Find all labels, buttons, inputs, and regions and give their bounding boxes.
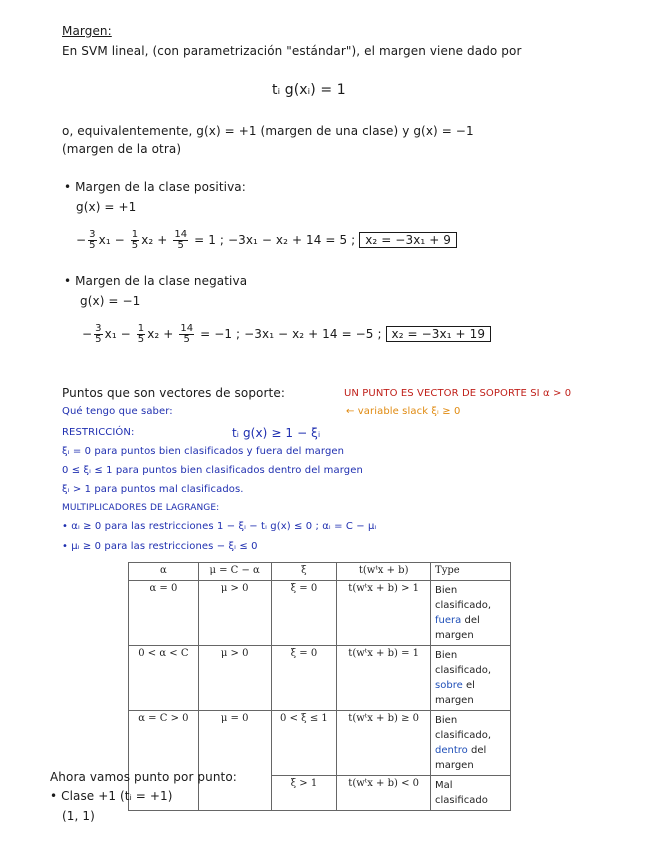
support-vector-note: UN PUNTO ES VECTOR DE SOPORTE SI α > 0 xyxy=(344,388,572,399)
equivalence-line-1: o, equivalentemente, g(x) = +1 (margen de una clase) y g(x) = −1 xyxy=(62,124,474,138)
header-mu: μ = C − α xyxy=(198,563,271,581)
negative-equation: − $\frac{3}{5}$ x₁ − $\frac{1}{5}$ x₂ + $\frac{14}{5}$ = −1 ; −3x₁ − x₂ + 14 = −5 ; x₂ = −3x₁ + 19 xyxy=(82,324,491,345)
header-alpha: α xyxy=(129,563,199,581)
point-coordinates: (1, 1) xyxy=(62,809,95,823)
positive-equation: − $\frac{3}{5}$ x₁ − $\frac{1}{5}$ x₂ + $\frac{14}{5}$ = 1 ; −3x₁ − x₂ + 14 = 5 ; x₂ = −3x₁ + 9 xyxy=(76,230,457,251)
positive-g: g(x) = +1 xyxy=(76,200,137,214)
header-t: t(wᵗx + b) xyxy=(337,563,431,581)
heading: Margen: xyxy=(62,24,112,38)
slack-case-3: ξᵢ > 1 para puntos mal clasificados. xyxy=(62,484,244,495)
table-row: α = C > 0 μ = 0 0 < ξ ≤ 1 t(wᵗx + b) ≥ 0 Bien clasificado, dentro del margen xyxy=(129,711,511,776)
table-row: α = 0 μ > 0 ξ = 0 t(wᵗx + b) > 1 Bien clasificado, fuera del margen xyxy=(129,581,511,646)
negative-g: g(x) = −1 xyxy=(80,294,141,308)
negative-result-box: x₂ = −3x₁ + 19 xyxy=(386,326,492,342)
restriction-label: RESTRICCIÓN: xyxy=(62,427,135,438)
support-vectors-title: Puntos que son vectores de soporte: xyxy=(62,386,285,400)
header-type: Type xyxy=(431,563,511,581)
intro-text: En SVM lineal, (con parametrización "estándar"), el margen viene dado por xyxy=(62,44,522,58)
table-row: ξ > 1 t(wᵗx + b) < 0 Mal clasificado xyxy=(129,776,511,811)
negative-margin-title: • Margen de la clase negativa xyxy=(64,274,248,288)
positive-result-box: x₂ = −3x₁ + 9 xyxy=(359,232,457,248)
point-by-point-title: Ahora vamos punto por punto: xyxy=(50,770,237,784)
table-row: 0 < α < C μ > 0 ξ = 0 t(wᵗx + b) = 1 Bien clasificado, sobre el margen xyxy=(129,646,511,711)
slack-case-1: ξᵢ = 0 para puntos bien clasificados y fuera del margen xyxy=(62,446,345,457)
multiplier-alpha: • αᵢ ≥ 0 para las restricciones 1 − ξᵢ − tᵢ g(x) ≤ 0 ; αᵢ = C − μᵢ xyxy=(62,521,377,532)
slack-variable-note: ← variable slack ξᵢ ≥ 0 xyxy=(346,406,461,417)
slack-case-2: 0 ≤ ξᵢ ≤ 1 para puntos bien clasificados dentro del margen xyxy=(62,465,363,476)
restriction-equation: tᵢ g(x) ≥ 1 − ξᵢ xyxy=(232,426,321,440)
lagrange-label: MULTIPLICADORES DE LAGRANGE: xyxy=(62,503,220,513)
class-positive-label: • Clase +1 (tᵢ = +1) xyxy=(50,789,173,803)
table-header-row xyxy=(129,563,511,581)
equivalence-line-2: (margen de la otra) xyxy=(62,142,182,156)
header-xi: ξ xyxy=(271,563,337,581)
multiplier-mu: • μᵢ ≥ 0 para las restricciones − ξᵢ ≤ 0 xyxy=(62,541,258,552)
need-to-know: Qué tengo que saber: xyxy=(62,406,173,417)
positive-margin-title: • Margen de la clase positiva: xyxy=(64,180,246,194)
main-equation: tᵢ g(xᵢ) = 1 xyxy=(272,82,346,98)
